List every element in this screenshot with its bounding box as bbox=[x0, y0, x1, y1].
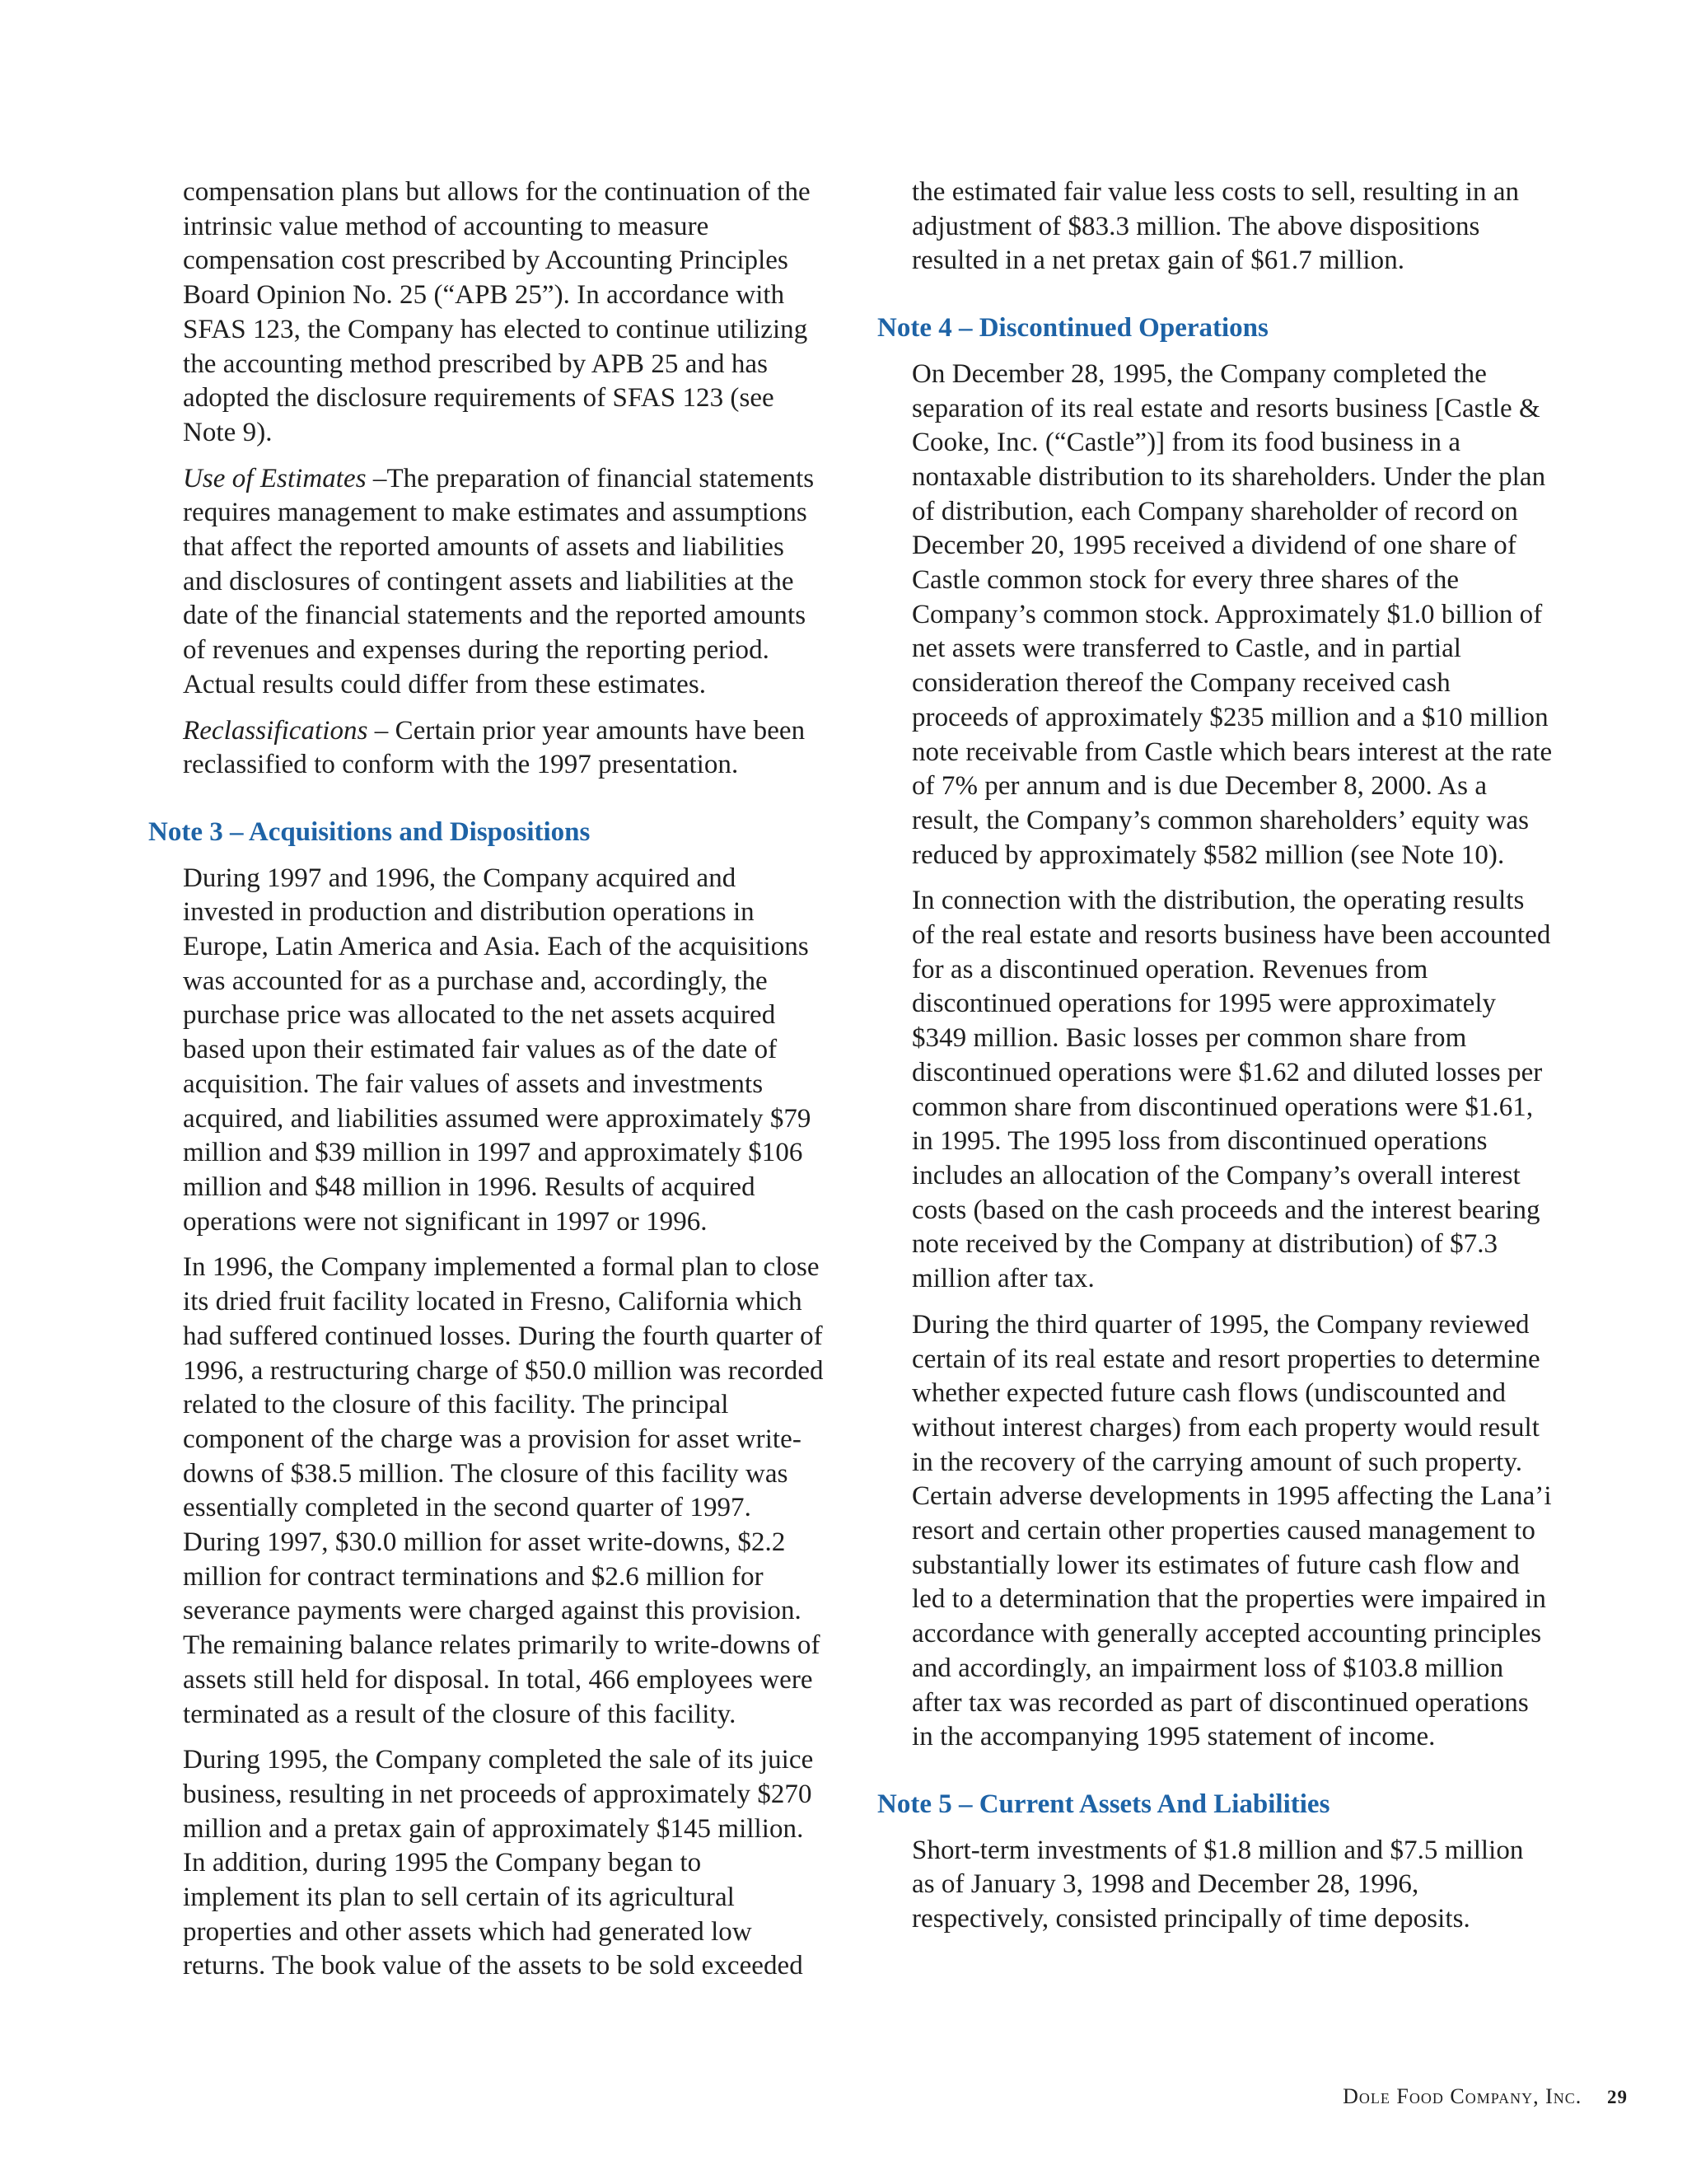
right-column bbox=[877, 175, 1553, 1948]
use-of-estimates-lead: Use of Estimates – bbox=[183, 463, 387, 493]
reclassifications-lead: Reclassifications – bbox=[183, 715, 389, 746]
note-4-paragraph-impairment: During the third quarter of 1995, the Company reviewed certain of its real estate and resort properties to determine whether expected future cash flows (undiscounted and without interest charges) from each property would result in the recovery of the carrying amount of such property. Certain adverse developments in 1995 affecting the Lana’i resort and certain other properties caused management to substantially lower its estimates of future cash flow and led to a determination that the properties were impaired in accordance with generally accepted accounting principles and accordingly, an impairment loss of $103.8 million after tax was recorded as part of discontinued operations in the accompanying 1995 statement of income. bbox=[912, 1309, 1552, 1752]
reclassifications-text: Certain prior year amounts have been reclassified to conform with the 1997 presentation. bbox=[183, 715, 806, 780]
page-footer bbox=[1343, 2084, 1628, 2109]
page-number: 29 bbox=[1607, 2087, 1628, 2107]
use-of-estimates-text: The preparation of financial statements requires management to make estimates and assumptions that affect the reported amounts of assets and liabilities and disclosures of contingent assets and liabilities at the date of the financial statements and the reported amounts of revenues and expenses during the reporting period. Actual results could differ from these estimates. bbox=[183, 463, 815, 699]
note-4-heading: Note 4 – Discontinued Operations bbox=[877, 313, 1269, 344]
paragraph-use-of-estimates bbox=[183, 462, 824, 703]
note-5-heading: Note 5 – Current Assets And Liabilities bbox=[877, 1789, 1330, 1819]
note-3-paragraph-dispositions: During 1995, the Company completed the sale of its juice business, resulting in net proceeds of approximately $270 million and a pretax gain of approximately $145 million. In addition, during 1995 the Company began to implement its plan to sell certain of its agricultural properties and other assets which had generated low returns. The book value of the assets to be sold exceeded bbox=[183, 1745, 814, 1981]
footer-company-name: Dole Food Company, Inc. bbox=[1343, 2084, 1582, 2108]
note-5-paragraph-short-term-investments: Short-term investments of $1.8 million and $7.5 million as of January 3, 1998 and December 28, 1996, respectively, consisted principally of time deposits. bbox=[912, 1835, 1524, 1934]
paragraph-reclassifications bbox=[183, 714, 824, 783]
note-3-paragraph-restructuring: In 1996, the Company implemented a formal plan to close its dried fruit facility located in Fresno, California which had suffered continued losses. During the fourth quarter of 1996, a restructuring charge of $50.0 million was recorded related to the closure of this facility. The principal component of the charge was a provision for asset write-downs of $38.5 million. The closure of this facility was essentially completed in the second quarter of 1997. During 1997, $30.0 million for asset write-downs, $2.2 million for contract terminations and $2.6 million for severance payments were charged against this provision. The remaining balance relates primarily to write-downs of assets still held for disposal. In total, 466 employees were terminated as a result of the closure of this facility. bbox=[183, 1252, 824, 1729]
paragraph-compensation-plans: compensation plans but allows for the continuation of the intrinsic value method of accounting to measure compensation cost prescribed by Accounting Principles Board Opinion No. 25 (“APB 25”). In accordance with SFAS 123, the Company has elected to continue utilizing the accounting method prescribed by APB 25 and has adopted the disclosure requirements of SFAS 123 (see Note 9). bbox=[183, 177, 811, 447]
note-4-paragraph-separation: On December 28, 1995, the Company completed the separation of its real estate and resorts business [Castle & Cooke, Inc. (“Castle”)] from its food business in a nontaxable distribution to its shareholders. Under the plan of distribution, each Company shareholder of record on December 20, 1995 received a dividend of one share of Castle common stock for every three shares of the Company’s common stock. Approximately $1.0 billion of net assets were transferred to Castle, and in partial consideration thereof the Company received cash proceeds of approximately $235 million and a $10 million note receivable from Castle which bears interest at the rate of 7% per annum and is due December 8, 2000. As a result, the Company’s common shareholders’ equity was reduced by approximately $582 million (see Note 10). bbox=[912, 358, 1553, 870]
left-column bbox=[148, 175, 824, 1995]
paragraph-fair-value-continued: the estimated fair value less costs to sell, resulting in an adjustment of $83.3 million. The above dispositions resulted in a net pretax gain of $61.7 million. bbox=[912, 177, 1520, 276]
note-4-paragraph-operating-results: In connection with the distribution, the operating results of the real estate and resorts business have been accounted for as a discontinued operation. Revenues from discontinued operations for 1995 were approximately $349 million. Basic losses per common share from discontinued operations were $1.62 and diluted losses per common share from discontinued operations were $1.61, in 1995. The 1995 loss from discontinued operations includes an allocation of the Company’s overall interest costs (based on the cash proceeds and the interest bearing note received by the Company at distribution) of $7.3 million after tax. bbox=[912, 886, 1551, 1294]
note-3-heading: Note 3 – Acquisitions and Dispositions bbox=[148, 816, 591, 847]
note-3-paragraph-acquisitions: During 1997 and 1996, the Company acquired and invested in production and distribution operations in Europe, Latin America and Asia. Each of the acquisitions was accounted for as a purchase and, accordingly, the purchase price was allocated to the net assets acquired based upon their estimated fair values as of the date of acquisition. The fair values of assets and investments acquired, and liabilities assumed were approximately $79 million and $39 million in 1997 and approximately $106 million and $48 million in 1996. Results of acquired operations were not significant in 1997 or 1996. bbox=[183, 863, 811, 1237]
